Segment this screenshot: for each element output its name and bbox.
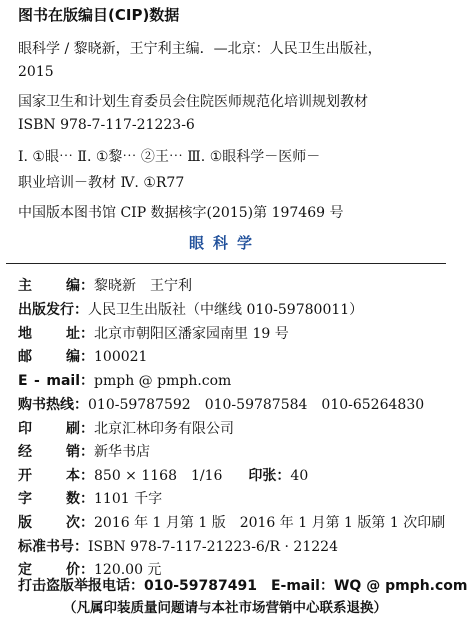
editor-value: 黎晓新 王宁利 — [94, 278, 192, 294]
hotline-value: 010-59787592 010-59787584 010-65264830 — [88, 397, 425, 413]
email-label: E - mail — [18, 373, 80, 389]
email-row: E - mail：pmph @ pmph.com — [18, 373, 232, 389]
divider — [6, 263, 446, 264]
printer-label: 印 刷 — [18, 421, 80, 437]
hotline-row: 购书热线：010-59787592 010-59787584 010-65264830 — [18, 394, 424, 414]
printer-row: 印 刷：北京汇林印务有限公司 — [18, 418, 234, 438]
distributor-label: 经 销 — [18, 444, 80, 460]
format-row: 开 本：850 × 1168 1/16 印张：40 — [18, 465, 308, 485]
editor-label: 主 编 — [18, 278, 80, 294]
address-label: 地 址 — [18, 326, 80, 342]
email-value: pmph @ pmph.com — [94, 373, 232, 389]
printer-value: 北京汇林印务有限公司 — [94, 421, 234, 437]
format-label: 开 本 — [18, 468, 80, 484]
cip-line-6: 职业培训－教材 Ⅳ. ①R77 — [18, 175, 185, 191]
postcode-value: 100021 — [94, 349, 148, 365]
publisher-label: 出版发行 — [18, 302, 74, 318]
postcode-label: 邮 编 — [18, 349, 80, 365]
edition-label: 版 次 — [18, 515, 80, 531]
address-value: 北京市朝阳区潘家园南里 19 号 — [94, 326, 289, 342]
isbn-label: 标准书号 — [18, 539, 74, 555]
postcode-row: 邮 编：100021 — [18, 346, 147, 366]
editor-row: 主 编：黎晓新 王宁利 — [18, 275, 192, 295]
format-value: 850 × 1168 1/16 — [94, 468, 223, 484]
piracy-email-label: E-mail — [270, 578, 320, 594]
publisher-row: 出版发行：人民卫生出版社（中继线 010-59780011） — [18, 299, 363, 319]
edition-row: 版 次：2016 年 1 月第 1 版 2016 年 1 月第 1 版第 1 次印刷 — [18, 512, 445, 532]
hotline-label: 购书热线 — [18, 397, 74, 413]
distributor-value: 新华书店 — [94, 444, 150, 460]
publisher-value: 人民卫生出版社（中继线 010-59780011） — [88, 302, 364, 318]
cip-line-3: 国家卫生和计划生育委员会住院医师规范化培训规划教材 — [18, 94, 368, 110]
piracy-value: 010-59787491 — [144, 578, 257, 594]
words-row: 字 数：1101 千字 — [18, 488, 162, 508]
piracy-email-value: WQ @ pmph.com — [333, 578, 468, 594]
cip-line-2: 2015 — [18, 64, 54, 80]
words-value: 1101 千字 — [94, 491, 163, 507]
cip-line-4: ISBN 978-7-117-21223-6 — [18, 117, 195, 133]
price-row: 定 价：120.00 元 — [18, 559, 161, 579]
cip-line-1: 眼科学 / 黎晓新，王宁利主编．—北京：人民卫生出版社， — [18, 41, 382, 57]
cip-line-7: 中国版本图书馆 CIP 数据核字(2015)第 197469 号 — [18, 205, 344, 221]
piracy-label: 打击盗版举报电话 — [18, 578, 130, 594]
piracy-row: 打击盗版举报电话：010-59787491 E-mail：WQ @ pmph.com — [18, 578, 468, 594]
price-label: 定 价 — [18, 562, 80, 578]
address-row: 地 址：北京市朝阳区潘家园南里 19 号 — [18, 323, 289, 343]
sheets-label: 印张 — [248, 468, 277, 484]
distributor-row: 经 销：新华书店 — [18, 441, 150, 461]
isbn-value: ISBN 978-7-117-21223-6/R · 21224 — [88, 539, 338, 555]
price-value: 120.00 元 — [94, 562, 162, 578]
isbn-row: 标准书号：ISBN 978-7-117-21223-6/R · 21224 — [18, 536, 338, 556]
cip-title: 图书在版编目(CIP)数据 — [18, 6, 180, 24]
sheets-value: 40 — [290, 468, 309, 484]
book-title: 眼科学 — [188, 234, 261, 252]
words-label: 字 数 — [18, 491, 80, 507]
cip-line-5: Ⅰ. ①眼⋯ Ⅱ. ①黎⋯ ②王⋯ Ⅲ. ①眼科学－医师－ — [18, 149, 321, 165]
quality-notice: （凡属印装质量问题请与本社市场营销中心联系退换） — [63, 600, 387, 616]
edition-value: 2016 年 1 月第 1 版 2016 年 1 月第 1 版第 1 次印刷 — [94, 515, 446, 531]
